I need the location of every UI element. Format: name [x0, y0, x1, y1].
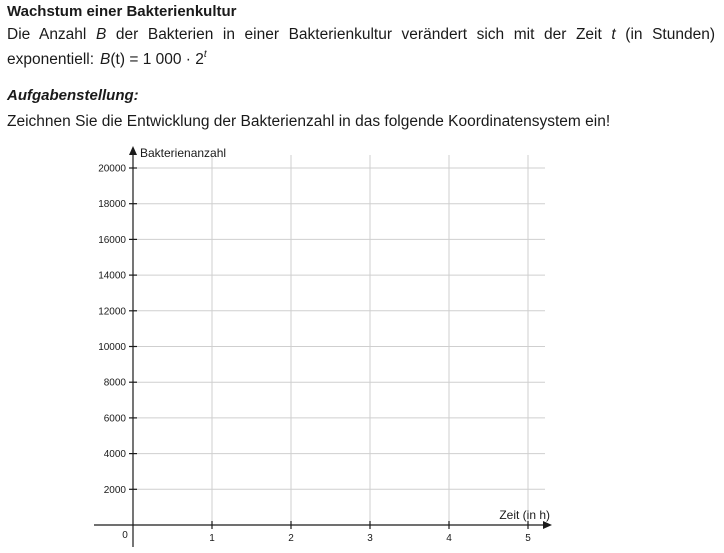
grid: [133, 155, 545, 525]
y-tick-label: 18000: [98, 199, 126, 211]
variable-b: B: [95, 26, 107, 43]
y-tick-label: 16000: [98, 234, 126, 246]
growth-formula: B(t) = 1 $000 \cdot 2^t$: [100, 49, 207, 68]
x-tick-label: 1: [209, 533, 215, 544]
y-axis-label: Bakterienanzahl: [140, 146, 227, 160]
task-heading: Aufgabenstellung:: [7, 87, 139, 104]
y-tick-label: 2000: [103, 484, 126, 496]
ticks: [98, 164, 531, 545]
y-axis-arrow: [129, 146, 137, 155]
y-tick-label: 8000: [103, 377, 126, 389]
exercise-title: Wachstum einer Bakterienkultur: [7, 3, 237, 20]
x-tick-label: 4: [446, 533, 452, 544]
y-tick-label: 6000: [103, 413, 126, 425]
y-tick-label: 20000: [98, 163, 126, 175]
task-text: Zeichnen Sie die Entwicklung der Bakterienzahl in das folgende Koordinatensystem ein!: [7, 113, 611, 130]
variable-t: t: [611, 26, 616, 43]
x-axis-arrow: [543, 521, 552, 529]
x-tick-label: 2: [288, 533, 294, 544]
y-tick-label: 12000: [98, 306, 126, 318]
y-tick-label: 4000: [103, 449, 126, 461]
y-tick-label: 14000: [98, 270, 126, 282]
origin-label: 0: [122, 530, 128, 541]
x-tick-label: 5: [525, 533, 531, 544]
x-tick-label: 3: [367, 533, 373, 544]
x-axis-label: Zeit (in h): [499, 508, 550, 522]
exercise-description: Die Anzahl B der Bakterien in einer Bakterienkultur verändert sich mit der Zeit t (in Stunden) exponentiell: B(t) = 1 $000 \cdot 2^t$: [7, 26, 715, 68]
y-tick-label: 10000: [98, 342, 126, 353]
